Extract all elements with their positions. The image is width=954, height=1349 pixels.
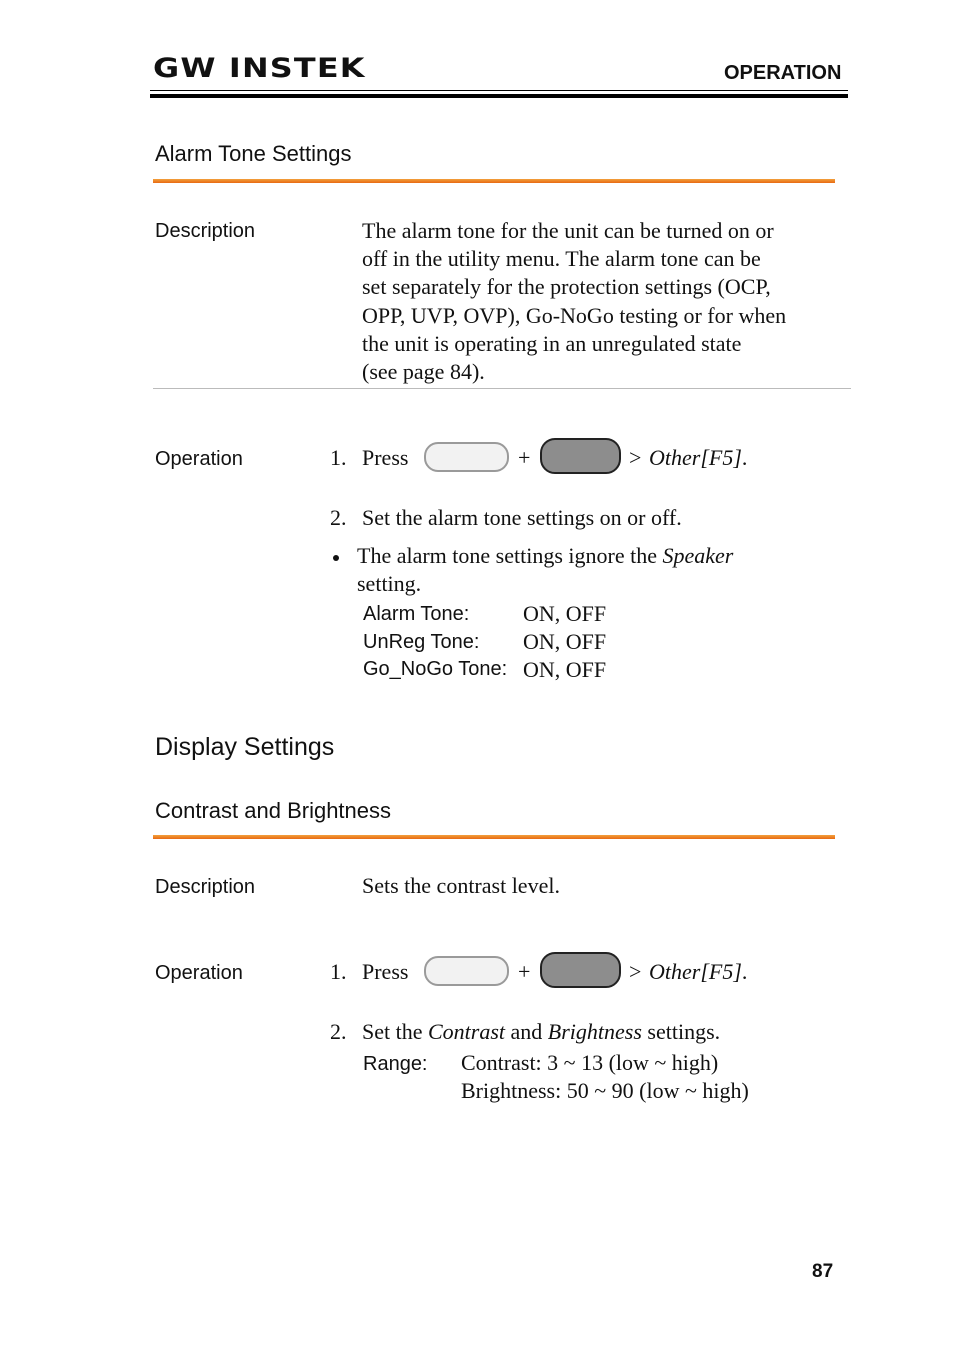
description-line: off in the utility menu. The alarm tone can be [362,246,761,272]
bullet-text-pre: The alarm tone settings ignore the [357,543,657,568]
operation-label: Operation [155,448,243,470]
description-line: OPP, UVP, OVP), Go-NoGo testing or for when [362,302,787,328]
step-number: 1. [330,959,347,984]
section-title: OPERATION [724,62,842,84]
menu-target [649,958,747,986]
page-number: 87 [812,1261,834,1282]
brightness-term: Brightness [547,1019,642,1044]
arrow-sign: > [629,959,642,984]
function-key-icon [540,952,621,988]
menu-target [649,444,747,472]
option-name: Go_NoGo Tone: [363,658,508,680]
step-number: 2. [330,505,347,530]
display-settings-heading: Display Settings [155,733,335,761]
alarm-tone-heading: Alarm Tone Settings [155,141,352,166]
press-text: Press [362,959,409,984]
option-value: ON, OFF [523,629,607,654]
range-label: Range: [363,1053,428,1075]
option-name: Alarm Tone: [363,603,470,625]
speaker-term: Speaker [662,543,734,568]
header-rule-thin [150,90,848,91]
option-value: ON, OFF [523,601,607,626]
utility-key-icon [424,442,509,472]
arrow-sign: > [629,445,642,470]
function-key-icon [540,438,621,474]
range-value: Contrast: 3 ~ 13 (low ~ high) [461,1050,719,1075]
step-2-text: Set the alarm tone settings on or off. [362,505,682,530]
header-rule [150,94,848,98]
operation-label: Operation [155,962,243,984]
step-2-and: and [510,1019,543,1044]
range-value: Brightness: 50 ~ 90 (low ~ high) [461,1078,749,1103]
step-2-pre: Set the [362,1019,423,1044]
contrast-brightness-heading: Contrast and Brightness [155,798,392,823]
bullet-text-cont: setting. [357,571,422,596]
menu-target-text: Other[F5] [649,445,742,470]
utility-key-icon [424,956,509,986]
bullet-icon [333,555,339,561]
description-line: The alarm tone for the unit can be turned on or [362,218,774,243]
step-2-post: settings. [647,1019,721,1044]
description-label: Description [155,220,256,242]
step-number: 1. [330,445,347,470]
contrast-term: Contrast [428,1019,506,1044]
description-line: (see page 84). [362,359,485,385]
step-2-text [362,1018,720,1046]
gw-instek-logo: GW INSTEK [153,53,366,84]
option-value: ON, OFF [523,657,607,682]
bullet-text [357,542,733,570]
menu-target-text: Other[F5] [649,959,742,984]
display-description: Sets the contrast level. [362,873,560,898]
gray-divider [153,388,851,389]
period: . [741,959,748,984]
step-number: 2. [330,1019,347,1044]
description-line: the unit is operating in an unregulated state [362,330,742,356]
plus-sign: + [518,445,531,470]
orange-divider [153,179,835,183]
period: . [741,445,748,470]
press-text: Press [362,445,409,470]
option-name: UnReg Tone: [363,631,480,653]
description-label: Description [155,876,256,898]
description-line: set separately for the protection settings (OCP, [362,274,771,300]
plus-sign: + [518,959,531,984]
orange-divider [153,835,835,839]
alarm-description [362,217,848,386]
